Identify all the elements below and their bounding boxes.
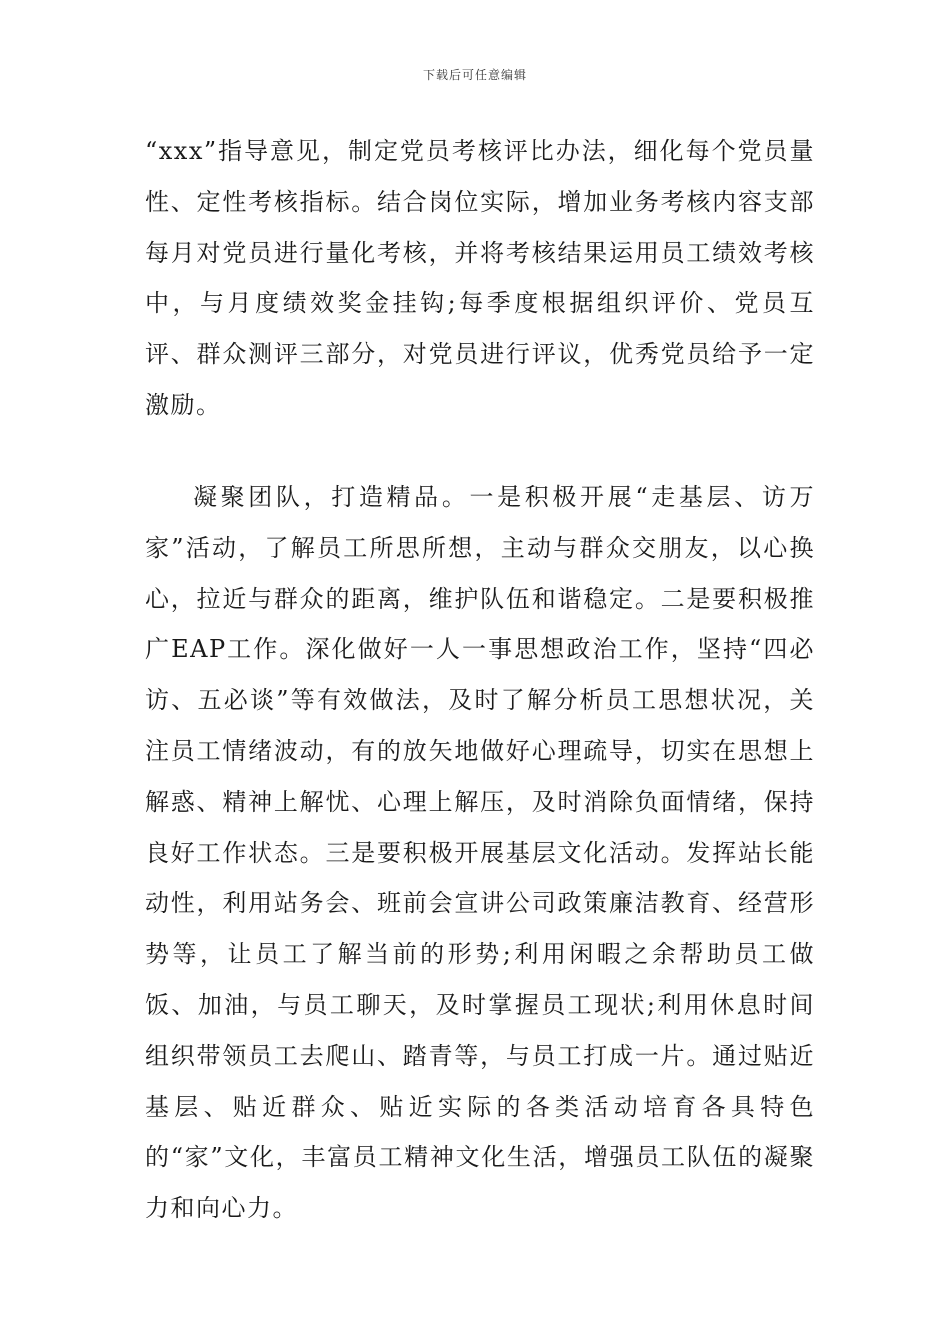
paragraph-team-cohesion: 凝聚团队，打造精品。一是积极开展“走基层、访万家”活动，了解员工所思所想，主动与群众交朋友，以心换心，拉近与群众的距离，维护队伍和谐稳定。二是要积极推广EAP工作。深化做好一人一事思想政治工作，坚持“四必访、五必谈”等有效做法，及时了解分析员工思想状况，关注员工情绪波动，有的放矢地做好心理疏导，切实在思想上解惑、精神上解忧、心理上解压，及时消除负面情绪，保持良好工作状态。三是要积极开展基层文化活动。发挥站长能动性，利用站务会、班前会宣讲公司政策廉洁教育、经营形势等，让员工了解当前的形势;利用闲暇之余帮助员工做饭、加油，与员工聊天，及时掌握员工现状;利用休息时间组织带领员工去爬山、踏青等，与员工打成一片。通过贴近基层、贴近群众、贴近实际的各类活动培育各具特色的“家”文化，丰富员工精神文化生活，增强员工队伍的凝聚力和向心力。 xyxy=(145,483,815,1223)
paragraph-party-member-assessment: “xxx”指导意见，制定党员考核评比办法，细化每个党员量性、定性考核指标。结合岗位实际，增加业务考核内容支部每月对党员进行量化考核，并将考核结果运用员工绩效考核中，与月度绩效奖金挂钩;每季度根据组织评价、党员互评、群众测评三部分，对党员进行评议，优秀党员给予一定激励。 xyxy=(145,137,815,419)
page-header: 下载后可任意编辑 xyxy=(422,68,527,82)
